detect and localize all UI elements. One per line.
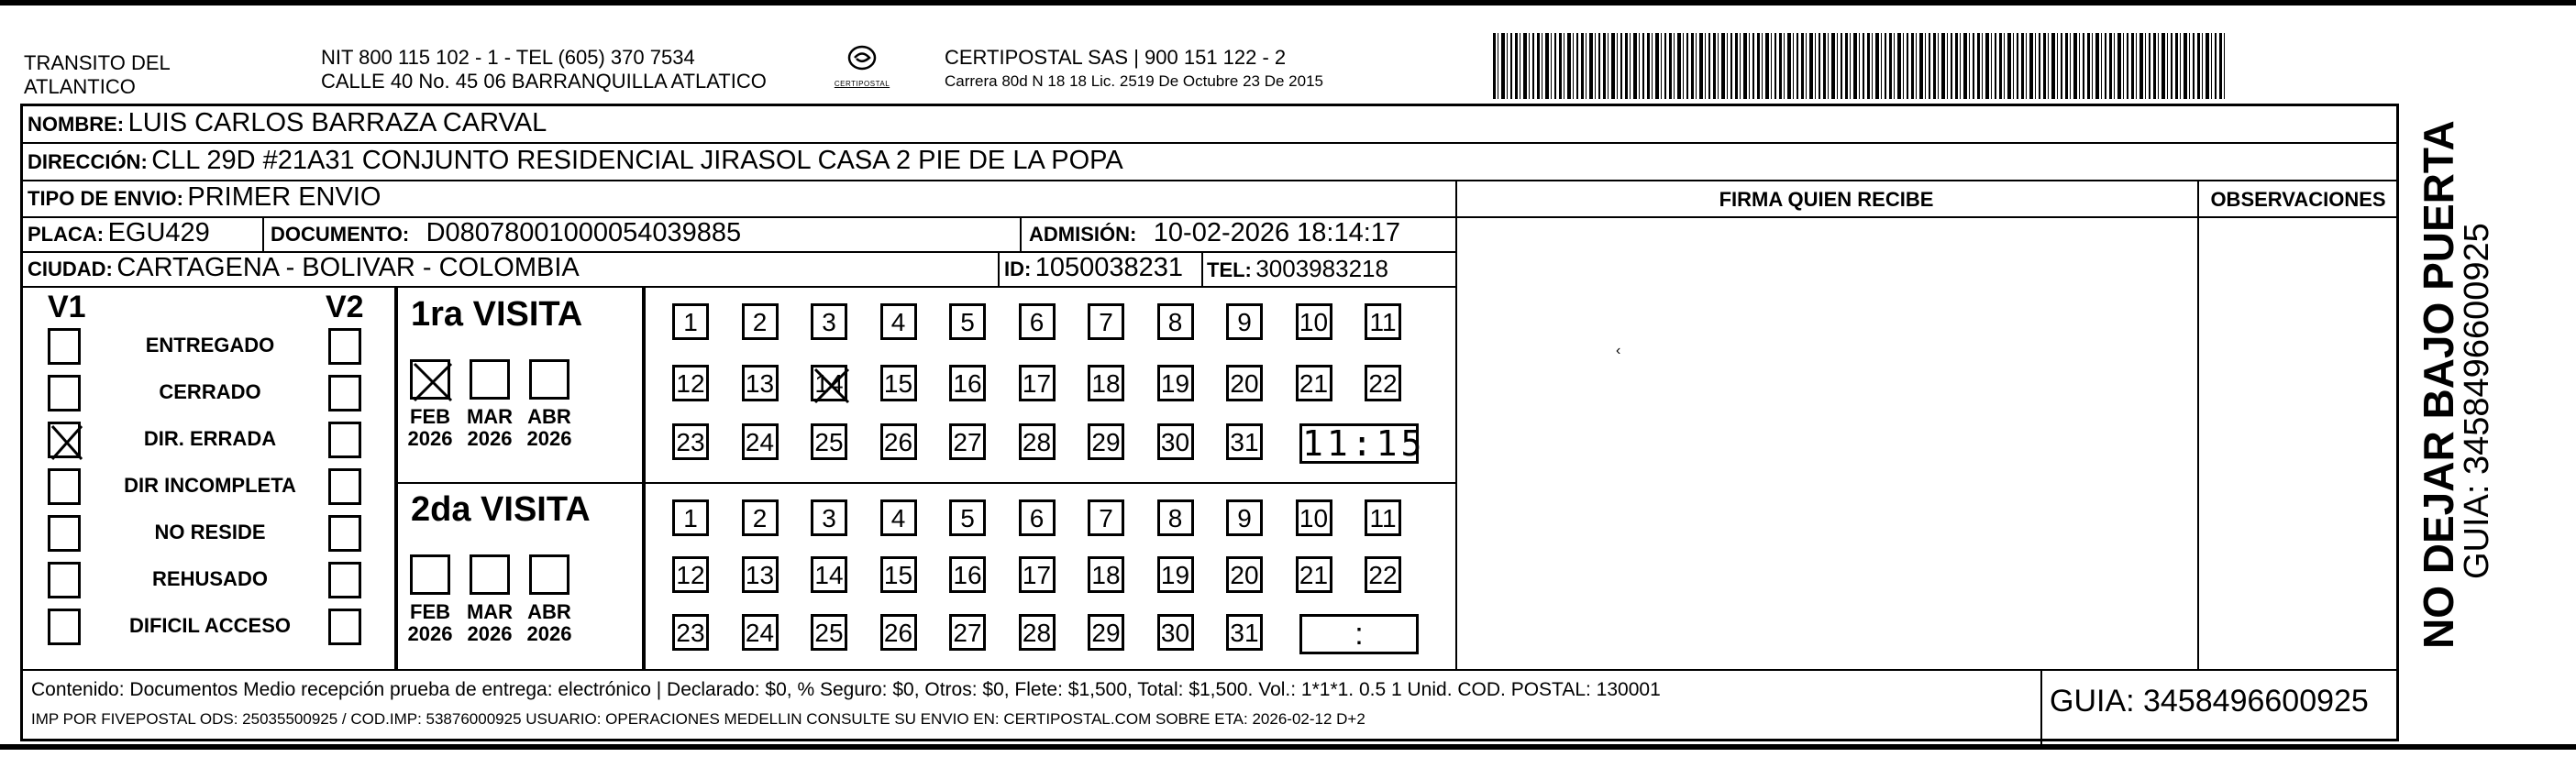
v1-checkbox-checked[interactable] (48, 422, 81, 458)
admision-value: 10-02-2026 18:14:17 (1153, 218, 1401, 247)
guia-box: GUIA: 3458496600925 (2050, 684, 2369, 719)
month-checkbox[interactable] (410, 554, 450, 595)
day-box[interactable]: 5 (949, 303, 986, 340)
year-label: 2026 (467, 622, 513, 645)
side-guia: GUIA: 3458496600925 (2458, 223, 2496, 579)
direccion-field (28, 146, 1123, 176)
placa-value: EGU429 (107, 218, 210, 247)
day-box[interactable]: 30 (1157, 423, 1194, 460)
status-label: DIR. ERRADA (143, 427, 277, 450)
imp-line: IMP POR FIVEPOSTAL ODS: 25035500925 / COD.IMP: 53876000925 USUARIO: OPERACIONES MEDELLIN CONSULTE SU ENVIO EN: CERTIPOSTAL.COM SOBRE ETA: 2026-02-12 D+2 (31, 710, 1365, 728)
month-checkbox[interactable] (529, 554, 569, 595)
month-label: FEB (410, 600, 450, 623)
month-label: MAR (466, 600, 514, 623)
day-box[interactable]: 27 (949, 423, 986, 460)
documento-field (271, 218, 741, 248)
day-box[interactable]: 2 (742, 303, 779, 340)
v2-checkbox[interactable] (328, 609, 361, 645)
day-box[interactable]: 25 (811, 423, 847, 460)
month-label: FEB (410, 405, 450, 428)
day-box[interactable]: 7 (1088, 303, 1124, 340)
header-divider (0, 0, 2576, 5)
day-box[interactable]: 6 (1019, 303, 1056, 340)
day-box[interactable]: 14 (811, 556, 847, 593)
month-checkbox[interactable] (470, 359, 510, 400)
day-box[interactable]: 31 (1226, 423, 1263, 460)
month-checkbox[interactable] (470, 554, 510, 595)
vline-placa (262, 216, 264, 251)
day-box[interactable]: 5 (949, 499, 986, 536)
placa-label: PLACA: (28, 223, 105, 246)
status-label: NO RESIDE (154, 521, 266, 543)
direccion-value: CLL 29D #21A31 CONJUNTO RESIDENCIAL JIRASOL CASA 2 PIE DE LA POPA (151, 146, 1123, 175)
documento-label: DOCUMENTO: (271, 223, 410, 246)
day-box[interactable]: 12 (672, 365, 709, 401)
firma-label: FIRMA QUIEN RECIBE (1719, 188, 1934, 211)
day-box[interactable]: 21 (1296, 556, 1332, 593)
id-label: ID: (1004, 258, 1032, 280)
day-box[interactable]: 23 (672, 423, 709, 460)
day-box[interactable]: 27 (949, 614, 986, 651)
vline-obs (2197, 180, 2199, 669)
v2-checkbox[interactable] (328, 375, 361, 411)
day-box[interactable]: 11 (1365, 303, 1401, 340)
ciudad-label: CIUDAD: (28, 258, 113, 280)
day-box[interactable]: 18 (1088, 365, 1124, 401)
time-box[interactable]: 11:15 (1299, 423, 1419, 464)
day-box[interactable]: 3 (811, 499, 847, 536)
certipostal-logo (821, 44, 903, 94)
v1-checkbox[interactable] (48, 468, 81, 505)
day-box[interactable]: 31 (1226, 614, 1263, 651)
day-box[interactable]: 24 (742, 614, 779, 651)
logo-text: CERTIPOSTAL (834, 80, 890, 88)
vline-status (394, 286, 398, 669)
day-box[interactable]: 7 (1088, 499, 1124, 536)
day-box[interactable]: 4 (880, 499, 917, 536)
day-box[interactable]: 4 (880, 303, 917, 340)
carrier-name: CERTIPOSTAL SAS | 900 151 122 - 2 (945, 46, 1287, 69)
no-dejar-warning: NO DEJAR BAJO PUERTA (2415, 120, 2462, 649)
day-box[interactable]: 9 (1226, 303, 1263, 340)
vline-id (998, 251, 1000, 286)
day-box[interactable]: 30 (1157, 614, 1194, 651)
day-box[interactable]: 17 (1019, 556, 1056, 593)
rule-5 (20, 286, 1455, 288)
vline-tel (1201, 251, 1203, 286)
day-box[interactable]: 6 (1019, 499, 1056, 536)
vline-visit (642, 286, 646, 669)
day-box[interactable]: 21 (1296, 365, 1332, 401)
day-box[interactable]: 29 (1088, 423, 1124, 460)
day-box-checked[interactable]: 14 (811, 365, 847, 401)
day-box[interactable]: 11 (1365, 499, 1401, 536)
day-box[interactable]: 22 (1365, 365, 1401, 401)
month-label: ABR (527, 405, 571, 428)
day-box[interactable]: 25 (811, 614, 847, 651)
vline-admision (1020, 216, 1022, 251)
vline-firma (1455, 180, 1457, 669)
status-label: DIFICIL ACCESO (128, 614, 291, 637)
time-box[interactable]: : (1299, 614, 1419, 654)
direccion-label: DIRECCIÓN: (28, 150, 148, 173)
barcode (1493, 33, 2227, 99)
second-visit-label: 2da VISITA (411, 490, 591, 529)
day-box[interactable]: 26 (880, 614, 917, 651)
day-box[interactable]: 2 (742, 499, 779, 536)
v2-label: V2 (326, 290, 364, 324)
id-field (1004, 253, 1183, 283)
v1-checkbox[interactable] (48, 562, 81, 598)
admision-label: ADMISIÓN: (1029, 223, 1137, 246)
day-box[interactable]: 16 (949, 365, 986, 401)
status-label: ENTREGADO (145, 334, 275, 357)
day-box[interactable]: 3 (811, 303, 847, 340)
month-checkbox-checked[interactable] (410, 359, 450, 400)
tel-label: TEL: (1207, 258, 1252, 281)
status-label: REHUSADO (152, 567, 268, 590)
tel-field (1207, 255, 1388, 283)
day-box[interactable]: 15 (880, 365, 917, 401)
v2-checkbox[interactable] (328, 422, 361, 458)
contenido-line: Contenido: Documentos Medio recepción prueba de entrega: electrónico | Declarado: $0, % Seguro: $0, Otros: $0, Flete: $1,500, Total: $1,500. Vol.: 1*1*1. 0.5 1 Unid. COD. POSTAL: 130001 (31, 679, 1661, 700)
year-label: 2026 (526, 427, 572, 450)
ciudad-value: CARTAGENA - BOLIVAR - COLOMBIA (116, 253, 580, 282)
day-box[interactable]: 1 (672, 499, 709, 536)
day-box[interactable]: 9 (1226, 499, 1263, 536)
placa-field (28, 218, 210, 248)
signature-mark: ‹ (1616, 343, 1621, 358)
day-box[interactable]: 20 (1226, 365, 1263, 401)
day-box[interactable]: 12 (672, 556, 709, 593)
tipo-field (28, 182, 381, 213)
day-box[interactable]: 18 (1088, 556, 1124, 593)
day-box[interactable]: 8 (1157, 499, 1194, 536)
company-name-text: TRANSITO DEL ATLANTICO (24, 51, 170, 98)
day-box[interactable]: 28 (1019, 423, 1056, 460)
day-box[interactable]: 23 (672, 614, 709, 651)
month-label: ABR (527, 600, 571, 623)
day-box[interactable]: 28 (1019, 614, 1056, 651)
v2-checkbox[interactable] (328, 468, 361, 505)
carrier-license: Carrera 80d N 18 18 Lic. 2519 De Octubre 23 De 2015 (945, 72, 1323, 90)
status-label: CERRADO (159, 380, 261, 403)
day-box[interactable]: 29 (1088, 614, 1124, 651)
day-box[interactable]: 13 (742, 556, 779, 593)
day-box[interactable]: 19 (1157, 556, 1194, 593)
year-label: 2026 (526, 622, 572, 645)
month-label: MAR (466, 405, 514, 428)
first-visit-label: 1ra VISITA (411, 295, 583, 334)
nit-line1: NIT 800 115 102 - 1 - TEL (605) 370 7534 (321, 46, 695, 69)
rule-bottom (0, 744, 2576, 750)
tipo-value: PRIMER ENVIO (187, 182, 381, 212)
v1-checkbox[interactable] (48, 328, 81, 365)
rule-1 (20, 142, 2399, 144)
vline-guia (2040, 669, 2042, 744)
day-box[interactable]: 10 (1296, 303, 1332, 340)
v1-checkbox[interactable] (48, 515, 81, 552)
nit-line2: CALLE 40 No. 45 06 BARRANQUILLA ATLATICO (321, 70, 767, 93)
logo-icon (844, 44, 880, 75)
day-box[interactable]: 10 (1296, 499, 1332, 536)
documento-value: D08078001000054039885 (426, 218, 742, 247)
day-box[interactable]: 16 (949, 556, 986, 593)
v1-checkbox[interactable] (48, 609, 81, 645)
rule-visit-split (394, 482, 1455, 484)
year-label: 2026 (467, 427, 513, 450)
day-box[interactable]: 20 (1226, 556, 1263, 593)
day-box[interactable]: 1 (672, 303, 709, 340)
v2-checkbox[interactable] (328, 515, 361, 552)
observaciones-label: OBSERVACIONES (2210, 188, 2386, 211)
month-checkbox[interactable] (529, 359, 569, 400)
tipo-label: TIPO DE ENVIO: (28, 187, 183, 210)
company-name (24, 51, 207, 99)
year-label: 2026 (407, 622, 453, 645)
day-box[interactable]: 24 (742, 423, 779, 460)
admision-field (1029, 218, 1400, 248)
day-box[interactable]: 13 (742, 365, 779, 401)
day-box[interactable]: 8 (1157, 303, 1194, 340)
year-label: 2026 (407, 427, 453, 450)
day-box[interactable]: 22 (1365, 556, 1401, 593)
status-label: DIR INCOMPLETA (124, 474, 296, 497)
id-value: 1050038231 (1034, 253, 1184, 282)
v2-checkbox[interactable] (328, 562, 361, 598)
tel-value: 3003983218 (1255, 255, 1388, 282)
v1-label: V1 (48, 290, 86, 324)
day-box[interactable]: 17 (1019, 365, 1056, 401)
v2-checkbox[interactable] (328, 328, 361, 365)
day-box[interactable]: 19 (1157, 365, 1194, 401)
nombre-field (28, 108, 547, 138)
day-box[interactable]: 15 (880, 556, 917, 593)
rule-2 (20, 180, 2399, 181)
v1-checkbox[interactable] (48, 375, 81, 411)
ciudad-field (28, 253, 580, 283)
day-box[interactable]: 26 (880, 423, 917, 460)
nombre-value: LUIS CARLOS BARRAZA CARVAL (127, 108, 547, 137)
nombre-label: NOMBRE: (28, 113, 125, 136)
